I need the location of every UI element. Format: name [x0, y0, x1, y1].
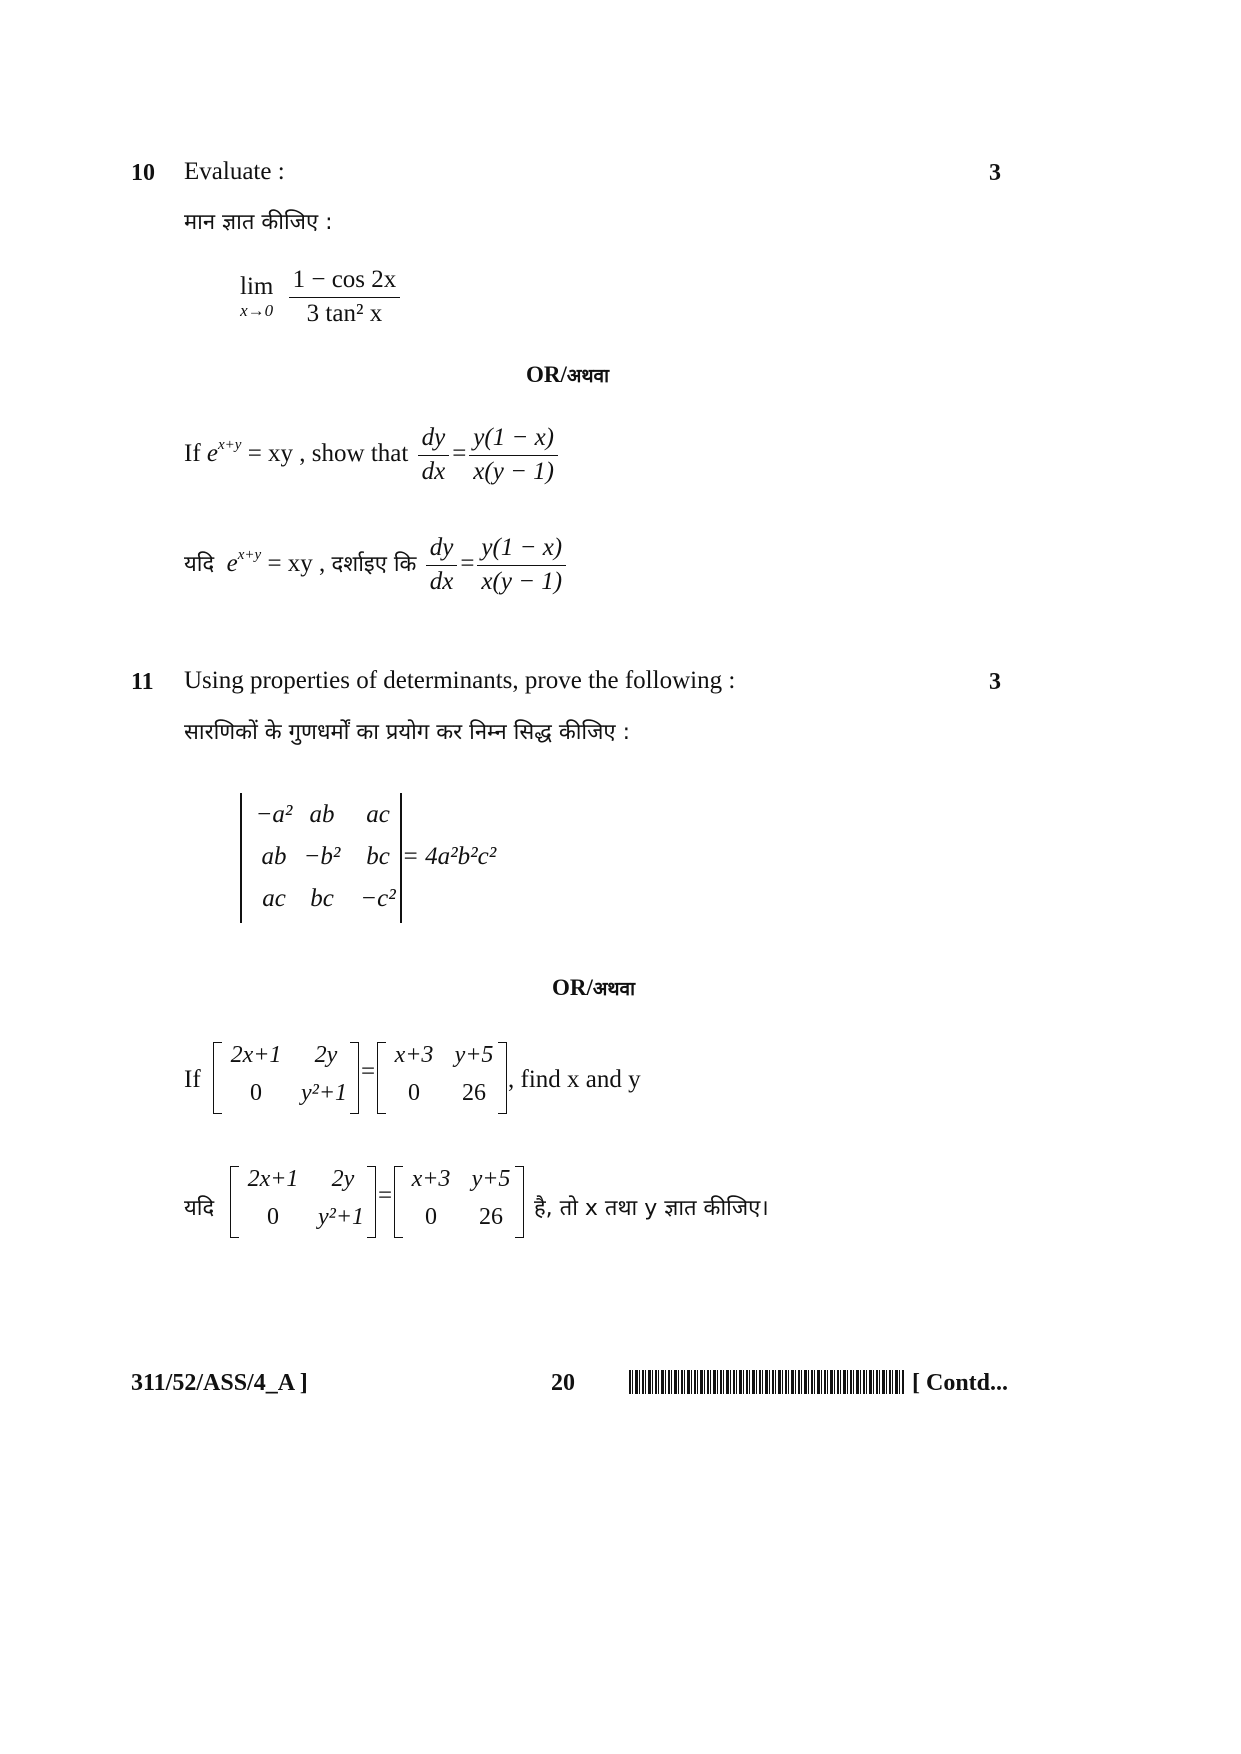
question-number-10: 10	[131, 160, 155, 186]
q11-marks: 3	[989, 669, 1001, 695]
matrix-cell: 2y	[314, 1042, 338, 1068]
matrix-cell: 0	[408, 1080, 420, 1106]
exp-power: x+y	[218, 436, 242, 453]
limit-denominator: 3 tan² x	[306, 299, 383, 327]
dy: dy	[418, 424, 450, 456]
q11-prompt-en: Using properties of determinants, prove the following :	[184, 667, 736, 694]
paper-code: 311/52/ASS/4_A ]	[131, 1370, 308, 1396]
matrix-cell: y²+1	[317, 1204, 365, 1230]
exp-base: e	[206, 439, 219, 467]
matrix-cell: x+3	[394, 1042, 434, 1068]
det-cell: −c²	[360, 885, 396, 912]
show-hi: दर्शाइए कि	[331, 551, 417, 577]
frac-den: x(y − 1)	[481, 567, 563, 595]
matrix-if-en: If	[184, 1066, 201, 1093]
matrix-left-hi	[230, 1166, 376, 1238]
exp-base: e	[226, 549, 238, 577]
matrix-equals-hi: =	[378, 1182, 393, 1209]
lim-subscript: x→0	[240, 301, 274, 321]
q10-alt-en: If $e^{x+y}$ = xy , show that $\frac{dy}{dx}$ = $\frac{y(1 - x)}{x(y - 1)}$	[184, 424, 561, 487]
dx: dx	[429, 567, 454, 595]
matrix-cell: y+5	[454, 1042, 494, 1068]
q11-prompt-hi: सारणिकों के गुणधर्मों का प्रयोग कर निम्न सिद्ध कीजिए :	[184, 720, 631, 745]
det-cell: ac	[262, 885, 286, 912]
frac-num: y(1 − x)	[469, 424, 558, 456]
matrix-right-en	[377, 1042, 507, 1114]
question-number-11: 11	[131, 669, 154, 695]
det-cell: bc	[366, 843, 390, 870]
matrix-cell: y+5	[471, 1166, 511, 1192]
contd-label: [ Contd...	[912, 1370, 1009, 1396]
matrix-cell: 2x+1	[230, 1042, 282, 1068]
or-label: OR/	[526, 362, 567, 387]
q10-limit-expression	[240, 266, 403, 329]
matrix-if-hi: यदि	[184, 1196, 215, 1221]
matrix-cell: 0	[267, 1204, 279, 1230]
matrix-cell: 0	[250, 1080, 262, 1106]
or-label: OR/	[552, 975, 593, 1000]
frac-num: y(1 − x)	[477, 534, 566, 566]
q10-prompt-hi: मान ज्ञात कीजिए :	[184, 210, 333, 235]
det-cell: ab	[261, 843, 287, 870]
det-cell: ab	[309, 801, 335, 828]
eq-rhs: = xy , show that	[247, 439, 409, 467]
exp-power: x+y	[237, 546, 262, 563]
matrix-cell: 2y	[331, 1166, 355, 1192]
matrix-cell: x+3	[411, 1166, 451, 1192]
eq-rhs: = xy ,	[267, 549, 326, 577]
matrix-tail-hi: है, तो x तथा y ज्ञात कीजिए।	[534, 1196, 769, 1221]
determinant	[240, 793, 402, 923]
lim-word: lim	[240, 273, 274, 301]
limit-numerator: 1 − cos 2x	[289, 266, 401, 298]
matrix-tail-en: , find x and y	[508, 1066, 641, 1093]
det-cell: bc	[310, 885, 334, 912]
frac-den: x(y − 1)	[473, 457, 555, 485]
q10-marks: 3	[989, 160, 1001, 186]
dy: dy	[426, 534, 458, 566]
matrix-left-en	[213, 1042, 359, 1114]
q10-alt-hi: यदि $e^{x+y}$ = xy , दर्शाइए कि $\frac{dy}{dx}$ = $\frac{y(1 - x)}{x(y - 1)}$	[184, 534, 569, 597]
page-number: 20	[551, 1370, 575, 1396]
or-hindi: अथवा	[566, 365, 610, 387]
matrix-right-hi	[394, 1166, 524, 1238]
or-hindi: अथवा	[592, 978, 636, 1000]
determinant-rhs: = 4a²b²c²	[402, 843, 497, 870]
dx: dx	[421, 457, 446, 485]
if-word-hi: यदि	[184, 551, 215, 577]
matrix-cell: 0	[425, 1204, 437, 1230]
matrix-equals-en: =	[361, 1058, 376, 1085]
q11-or-separator	[552, 975, 635, 1001]
matrix-cell: 26	[479, 1204, 503, 1230]
det-cell: −b²	[303, 843, 341, 870]
if-word: If	[184, 439, 201, 467]
q10-or-separator	[526, 362, 609, 388]
q10-prompt-en: Evaluate :	[184, 158, 285, 185]
det-cell: ac	[366, 801, 390, 828]
matrix-cell: 2x+1	[247, 1166, 299, 1192]
det-cell: −a²	[255, 801, 293, 828]
barcode	[629, 1370, 905, 1394]
matrix-cell: 26	[462, 1080, 486, 1106]
matrix-cell: y²+1	[300, 1080, 348, 1106]
